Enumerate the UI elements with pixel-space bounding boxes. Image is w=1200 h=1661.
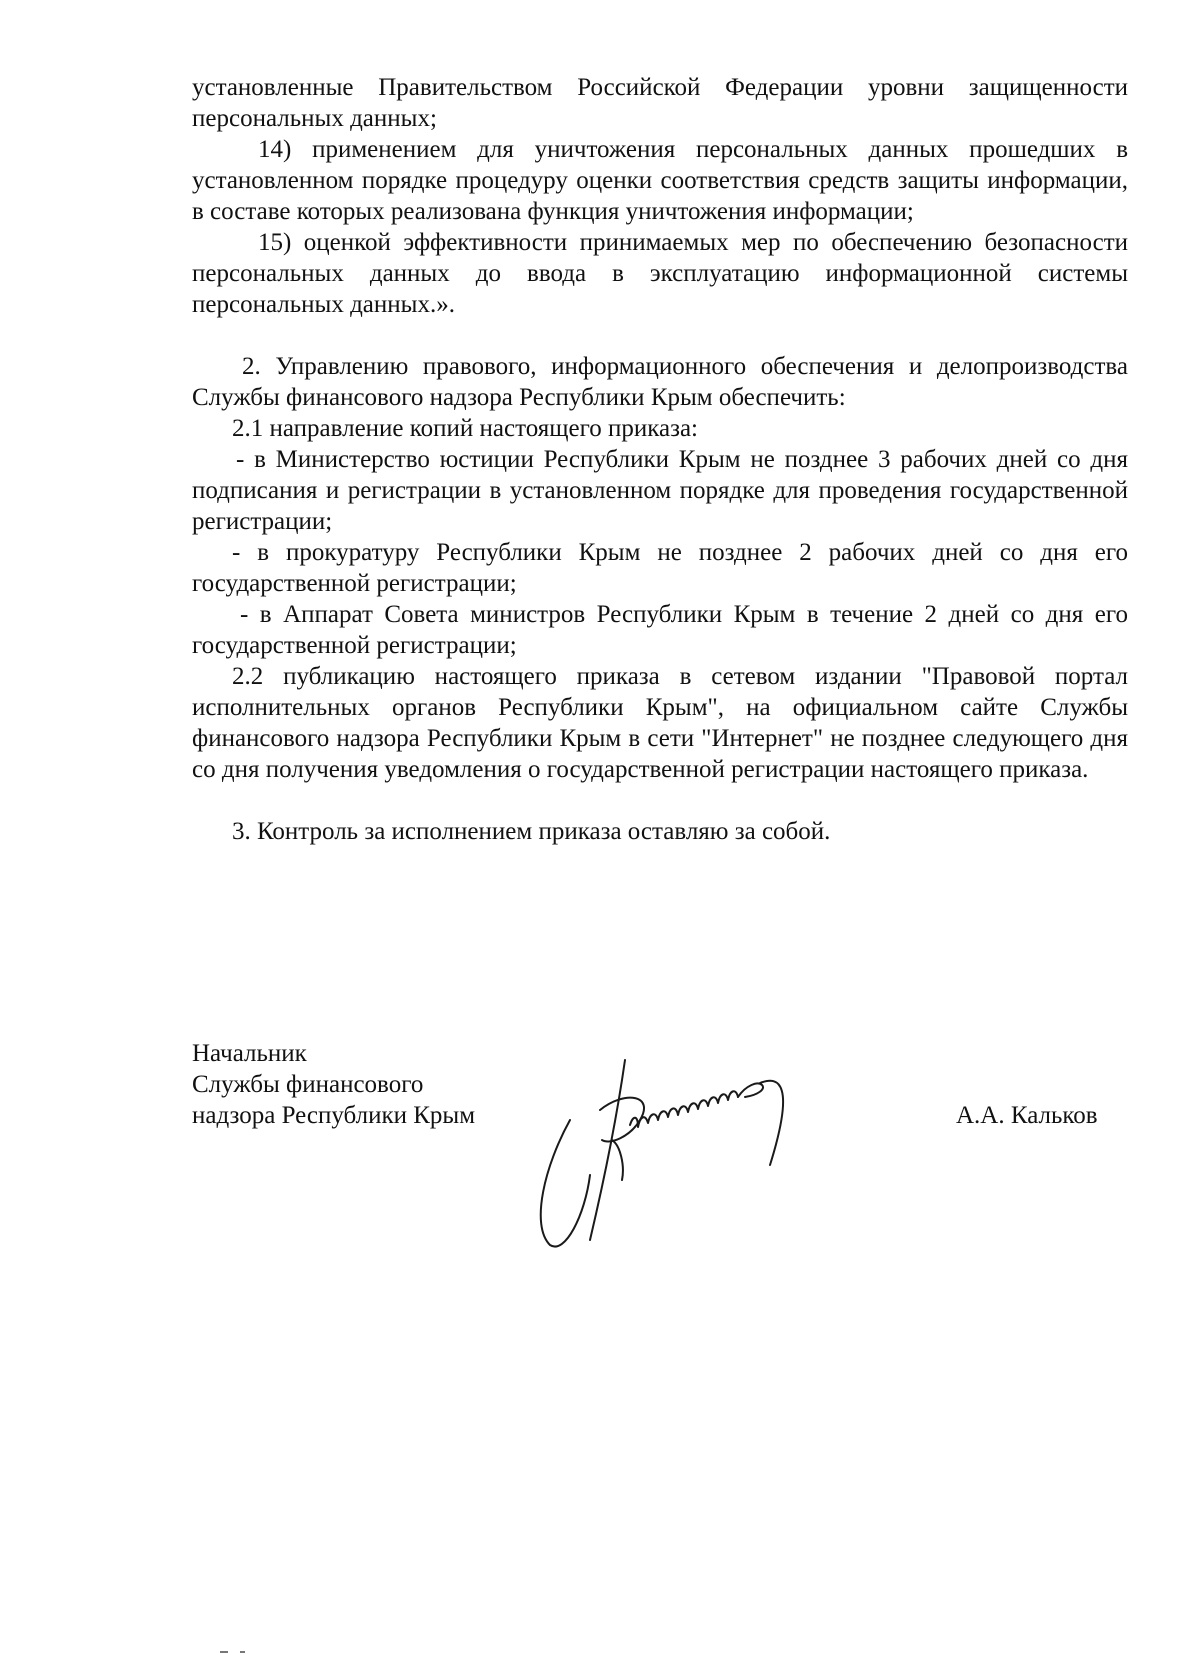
paragraph-council-of-ministers: - в Аппарат Совета министров Республики Крым в течение 2 дней со дня его государственной регистрации; <box>192 601 1128 659</box>
signer-position <box>192 1038 475 1131</box>
document-body <box>192 72 1128 847</box>
paragraph-prosecutor: - в прокуратуру Республики Крым не позднее 2 рабочих дней со дня его государственной регистрации; <box>192 539 1128 597</box>
paragraph-section-2-1: 2.1 направление копий настоящего приказа: <box>232 415 698 442</box>
signer-position-line-2: Службы финансового <box>192 1071 424 1098</box>
paragraph-section-2: 2. Управлению правового, информационного обеспечения и делопроизводства Службы финансового надзора Республики Крым обеспечить: <box>192 353 1128 411</box>
paragraph-item-15: 15) оценкой эффективности принимаемых мер по обеспечению безопасности персональных данных до ввода в эксплуатацию информационной системы персональных данных.». <box>192 229 1128 318</box>
handwritten-signature <box>530 1055 830 1255</box>
paragraph-ministry-of-justice: - в Министерство юстиции Республики Крым не позднее 3 рабочих дней со дня подписания и регистрации в установленном порядке для проведения государственной регистрации; <box>192 446 1128 535</box>
signer-position-line-1: Начальник <box>192 1040 307 1067</box>
paragraph-section-2-2: 2.2 публикацию настоящего приказа в сетевом издании "Правовой портал исполнительных органов Республики Крым", на официальном сайте Службы финансового надзора Республики Крым в сети "Интернет" не позднее следующего дня со дня получения уведомления о государственной регистрации настоящего приказа. <box>192 663 1128 783</box>
paragraph-gap <box>192 320 1128 351</box>
signer-position-line-3: надзора Республики Крым <box>192 1102 476 1129</box>
paragraph-protection-levels: установленные Правительством Российской Федерации уровни защищенности персональных данных; <box>192 74 1128 132</box>
paragraph-item-14: 14) применением для уничтожения персональных данных прошедших в установленном порядке процедуру оценки соответствия средств защиты информации, в составе которых реализована функция уничтожения информации; <box>192 136 1128 225</box>
scan-artifact <box>220 1650 260 1654</box>
signer-name: А.А. Кальков <box>956 1102 1098 1129</box>
paragraph-gap <box>192 785 1128 816</box>
paragraph-section-3: 3. Контроль за исполнением приказа оставляю за собой. <box>232 818 831 845</box>
